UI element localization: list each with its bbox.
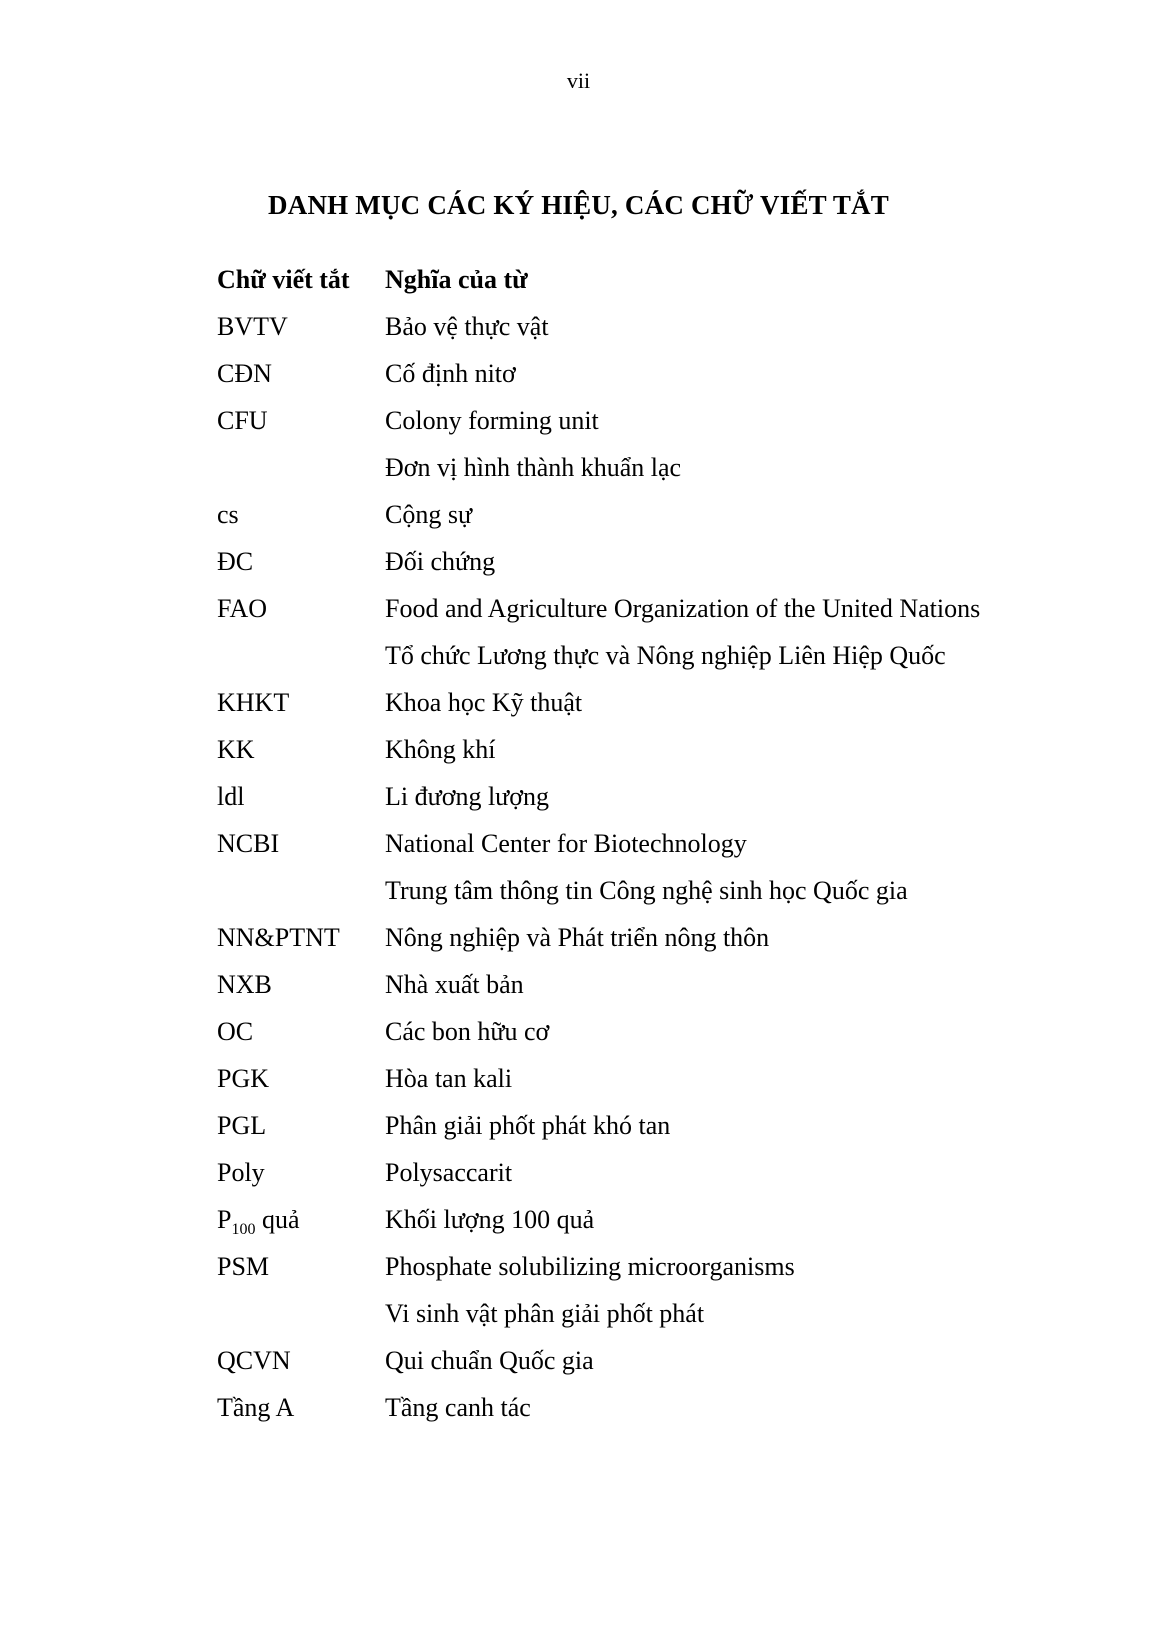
abbreviation-cell: NN&PTNT (217, 923, 340, 952)
meaning-cell: Trung tâm thông tin Công nghệ sinh học Quốc gia (385, 876, 908, 905)
meaning-cell: Tổ chức Lương thực và Nông nghiệp Liên Hiệp Quốc (385, 641, 946, 670)
page-title: DANH MỤC CÁC KÝ HIỆU, CÁC CHỮ VIẾT TẮT (268, 190, 889, 220)
abbreviation-cell: KK (217, 735, 255, 764)
abbreviation-subscript: 100 (231, 1221, 256, 1239)
meaning-cell: Phân giải phốt phát khó tan (385, 1111, 671, 1140)
abbreviation-cell: FAO (217, 594, 268, 623)
page-number: vii (566, 68, 591, 93)
meaning-cell: Qui chuẩn Quốc gia (385, 1346, 594, 1375)
abbreviation-cell (217, 1205, 300, 1239)
meaning-cell: Đối chứng (385, 547, 496, 576)
meaning-cell: Các bon hữu cơ (385, 1017, 550, 1046)
abbreviation-cell: ĐC (217, 547, 254, 576)
meaning-cell: Cố định nitơ (385, 359, 516, 388)
header-meaning: Nghĩa của từ (385, 265, 528, 294)
meaning-cell: Food and Agriculture Organization of the United Nations (385, 594, 981, 623)
meaning-cell: Tầng canh tác (385, 1393, 531, 1422)
meaning-cell: Phosphate solubilizing microorganisms (385, 1252, 795, 1281)
meaning-cell: Không khí (385, 735, 496, 764)
abbreviation-cell: CFU (217, 406, 268, 435)
abbreviation-cell: KHKT (217, 688, 290, 717)
meaning-cell: Nhà xuất bản (385, 970, 524, 999)
meaning-cell: Khoa học Kỹ thuật (385, 688, 583, 717)
meaning-cell: Vi sinh vật phân giải phốt phát (385, 1299, 705, 1328)
abbreviation-cell: cs (217, 500, 239, 529)
meaning-cell: Li đương lượng (385, 782, 550, 811)
abbreviation-cell: BVTV (217, 312, 288, 341)
meaning-cell: Đơn vị hình thành khuẩn lạc (385, 453, 682, 482)
abbreviation-cell: PSM (217, 1252, 270, 1281)
abbreviation-cell: Tầng A (217, 1393, 295, 1422)
meaning-cell: Hòa tan kali (385, 1064, 513, 1093)
abbreviation-cell: QCVN (217, 1346, 291, 1375)
meaning-cell: Cộng sự (385, 500, 473, 529)
abbreviation-cell: OC (217, 1017, 254, 1046)
meaning-cell: Colony forming unit (385, 406, 599, 435)
abbreviation-suffix: quả (255, 1205, 300, 1234)
abbreviation-cell: Poly (217, 1158, 265, 1187)
meaning-cell: Polysaccarit (385, 1158, 513, 1187)
abbreviation-base: P (217, 1205, 232, 1234)
abbreviation-cell: PGK (217, 1064, 270, 1093)
meaning-cell: National Center for Biotechnology (385, 829, 747, 858)
meaning-cell: Khối lượng 100 quả (385, 1205, 595, 1234)
abbreviation-cell: NXB (217, 970, 272, 999)
meaning-cell: Nông nghiệp và Phát triển nông thôn (385, 923, 770, 952)
abbreviation-cell: CĐN (217, 359, 272, 388)
abbreviation-cell: ldl (217, 782, 245, 811)
header-abbreviation: Chữ viết tắt (217, 265, 350, 294)
abbreviation-cell: NCBI (217, 829, 280, 858)
abbreviation-cell: PGL (217, 1111, 267, 1140)
meaning-cell: Bảo vệ thực vật (385, 312, 549, 341)
